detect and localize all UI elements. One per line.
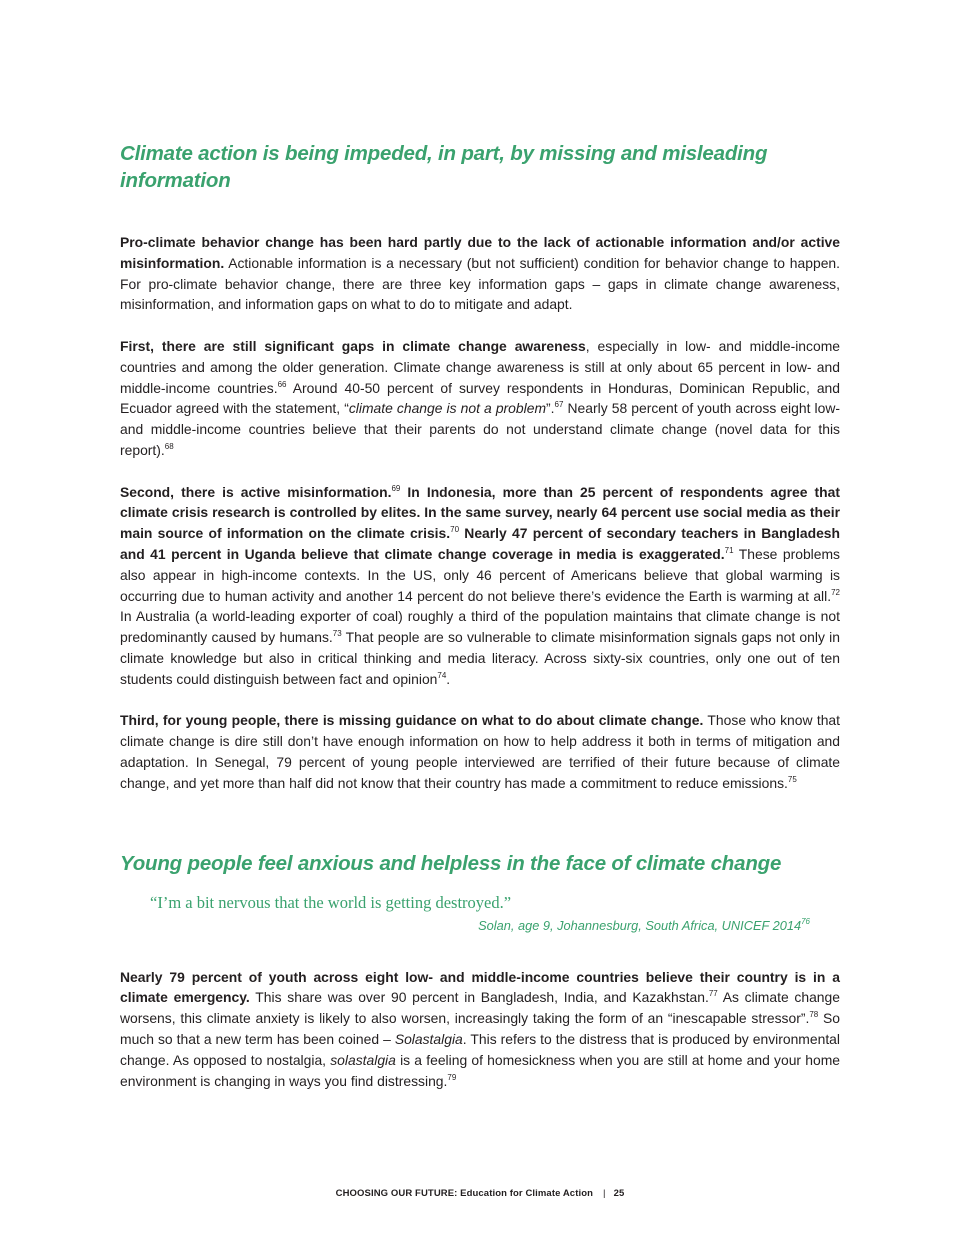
footnote-ref: 67 bbox=[554, 400, 564, 410]
footnote-ref: 71 bbox=[724, 545, 734, 555]
footnote-ref: 76 bbox=[801, 916, 810, 926]
paragraph-awareness-gaps bbox=[120, 336, 840, 461]
footnote-ref: 73 bbox=[332, 629, 342, 639]
footnote-ref: 68 bbox=[164, 441, 174, 451]
footnote-ref: 79 bbox=[447, 1072, 457, 1082]
page-number: 25 bbox=[613, 1188, 625, 1199]
footnote-ref: 70 bbox=[450, 525, 460, 535]
paragraph-text: Actionable information is a necessary (but not sufficient) condition for behavior change to happen. For pro-climate behavior change, there are three key information gaps – gaps in climate change awareness, misinformation, and information gaps on what to do to mitigate and adapt. bbox=[120, 254, 840, 313]
paragraph-text: So much so that a new term has been coined – bbox=[120, 1010, 840, 1047]
page-footer bbox=[0, 1188, 960, 1199]
paragraph-text: . This refers to the distress that is produced by environmental change. As opposed to nostalgia, bbox=[120, 1030, 840, 1068]
paragraph-text: That people are so vulnerable to climate misinformation signals gaps not only in climate knowledge but also in critical thinking and media literacy. Across sixty-six countries, only one out of ten students could distinguish between fact and opinion bbox=[120, 629, 840, 687]
paragraph-text: is a feeling of homesickness when you are still at home and your home environment is changing in ways you find distressing. bbox=[120, 1051, 840, 1089]
quote-attribution bbox=[150, 915, 810, 937]
paragraph-bold: In Indonesia, more than 25 percent of respondents agree that climate crisis research is controlled by elites. In the same survey, nearly 64 percent use social media as their main source of information on the climate crisis. bbox=[120, 483, 840, 542]
paragraph-bold: Nearly 47 percent of secondary teachers in Bangladesh and 41 percent in Uganda believe that climate change coverage in media is exaggerated. bbox=[120, 525, 841, 562]
paragraph-lead-bold: Second, there is active misinformation. bbox=[120, 483, 392, 500]
paragraph-climate-emergency bbox=[120, 967, 840, 1092]
paragraph-text: , especially in low- and middle-income countries and among the older generation. Climate change awareness is still at only about 65 percent in low- and middle-income countries. bbox=[120, 337, 840, 396]
paragraph-italic: climate change is not a problem bbox=[348, 400, 547, 417]
paragraph-lead-bold: Nearly 79 percent of youth across eight low- and middle-income countries believe their country is in a climate emergency. bbox=[120, 968, 840, 1006]
paragraph-active-misinformation bbox=[120, 482, 840, 690]
paragraph-text: Nearly 58 percent of youth across eight low- and middle-income countries believe that their parents do not understand climate change (novel data for this report). bbox=[120, 400, 840, 458]
paragraph-text: In Australia (a world-leading exporter of coal) roughly a third of the population maintains that climate change is not predominantly caused by humans. bbox=[120, 608, 840, 646]
paragraph-text: As climate change worsens, this climate anxiety is likely to also worsen, increasingly taking the form of an “inescapable stressor”. bbox=[120, 989, 840, 1027]
footnote-ref: 72 bbox=[831, 587, 840, 597]
footnote-ref: 74 bbox=[437, 670, 447, 680]
section-heading-anxiety: Young people feel anxious and helpless in the face of climate change bbox=[120, 851, 782, 875]
footnote-ref: 66 bbox=[277, 379, 287, 389]
quote-text: “I’m a bit nervous that the world is getting destroyed.” bbox=[150, 892, 512, 912]
page-content bbox=[120, 140, 840, 1091]
paragraph-missing-guidance bbox=[120, 710, 840, 793]
paragraph-text: ”. bbox=[546, 400, 555, 417]
paragraph-italic: Solastalgia bbox=[394, 1030, 463, 1047]
footer-title: CHOOSING OUR FUTURE: Education for Climate Action bbox=[335, 1188, 593, 1199]
paragraph-text: Those who know that climate change is dire still don’t have enough information on how to help address it both in terms of mitigation and adaptation. In Senegal, 79 percent of young people interviewed are terrified of their future because of climate change, and yet more than half did not know that their country has made a commitment to reduce emissions. bbox=[120, 712, 841, 791]
paragraph-information-gaps bbox=[120, 232, 840, 315]
section-heading-misinformation: Climate action is being impeded, in part, by missing and misleading information bbox=[120, 142, 768, 192]
paragraph-italic: solastalgia bbox=[330, 1051, 396, 1068]
footnote-ref: 78 bbox=[809, 1010, 819, 1020]
footnote-ref: 75 bbox=[787, 774, 797, 784]
footnote-ref: 77 bbox=[708, 989, 718, 999]
paragraph-text: Around 40-50 percent of survey respondents in Honduras, Dominican Republic, and Ecuador agreed with the statement, “ bbox=[120, 379, 840, 417]
footnote-ref: 69 bbox=[391, 483, 401, 493]
footer-separator: | bbox=[603, 1188, 606, 1199]
paragraph-lead-bold: Third, for young people, there is missing guidance on what to do about climate change. bbox=[120, 712, 704, 729]
paragraph-text: These problems also appear in high-income contexts. In the US, only 46 percent of Americans believe that global warming is occurring due to human activity and another 14 percent do not believe there’s evidence the Earth is warming at all. bbox=[120, 545, 841, 604]
paragraph-text: This share was over 90 percent in Bangladesh, India, and Kazakhstan. bbox=[249, 989, 709, 1006]
paragraph-lead-bold: First, there are still significant gaps in climate change awareness bbox=[120, 337, 586, 354]
paragraph-lead-bold: Pro-climate behavior change has been hard partly due to the lack of actionable information and/or active misinformation. bbox=[120, 234, 840, 271]
quote-attribution-text: Solan, age 9, Johannesburg, South Africa, UNICEF 2014 bbox=[478, 917, 802, 933]
pull-quote bbox=[120, 891, 810, 937]
paragraph-text: . bbox=[446, 670, 451, 687]
